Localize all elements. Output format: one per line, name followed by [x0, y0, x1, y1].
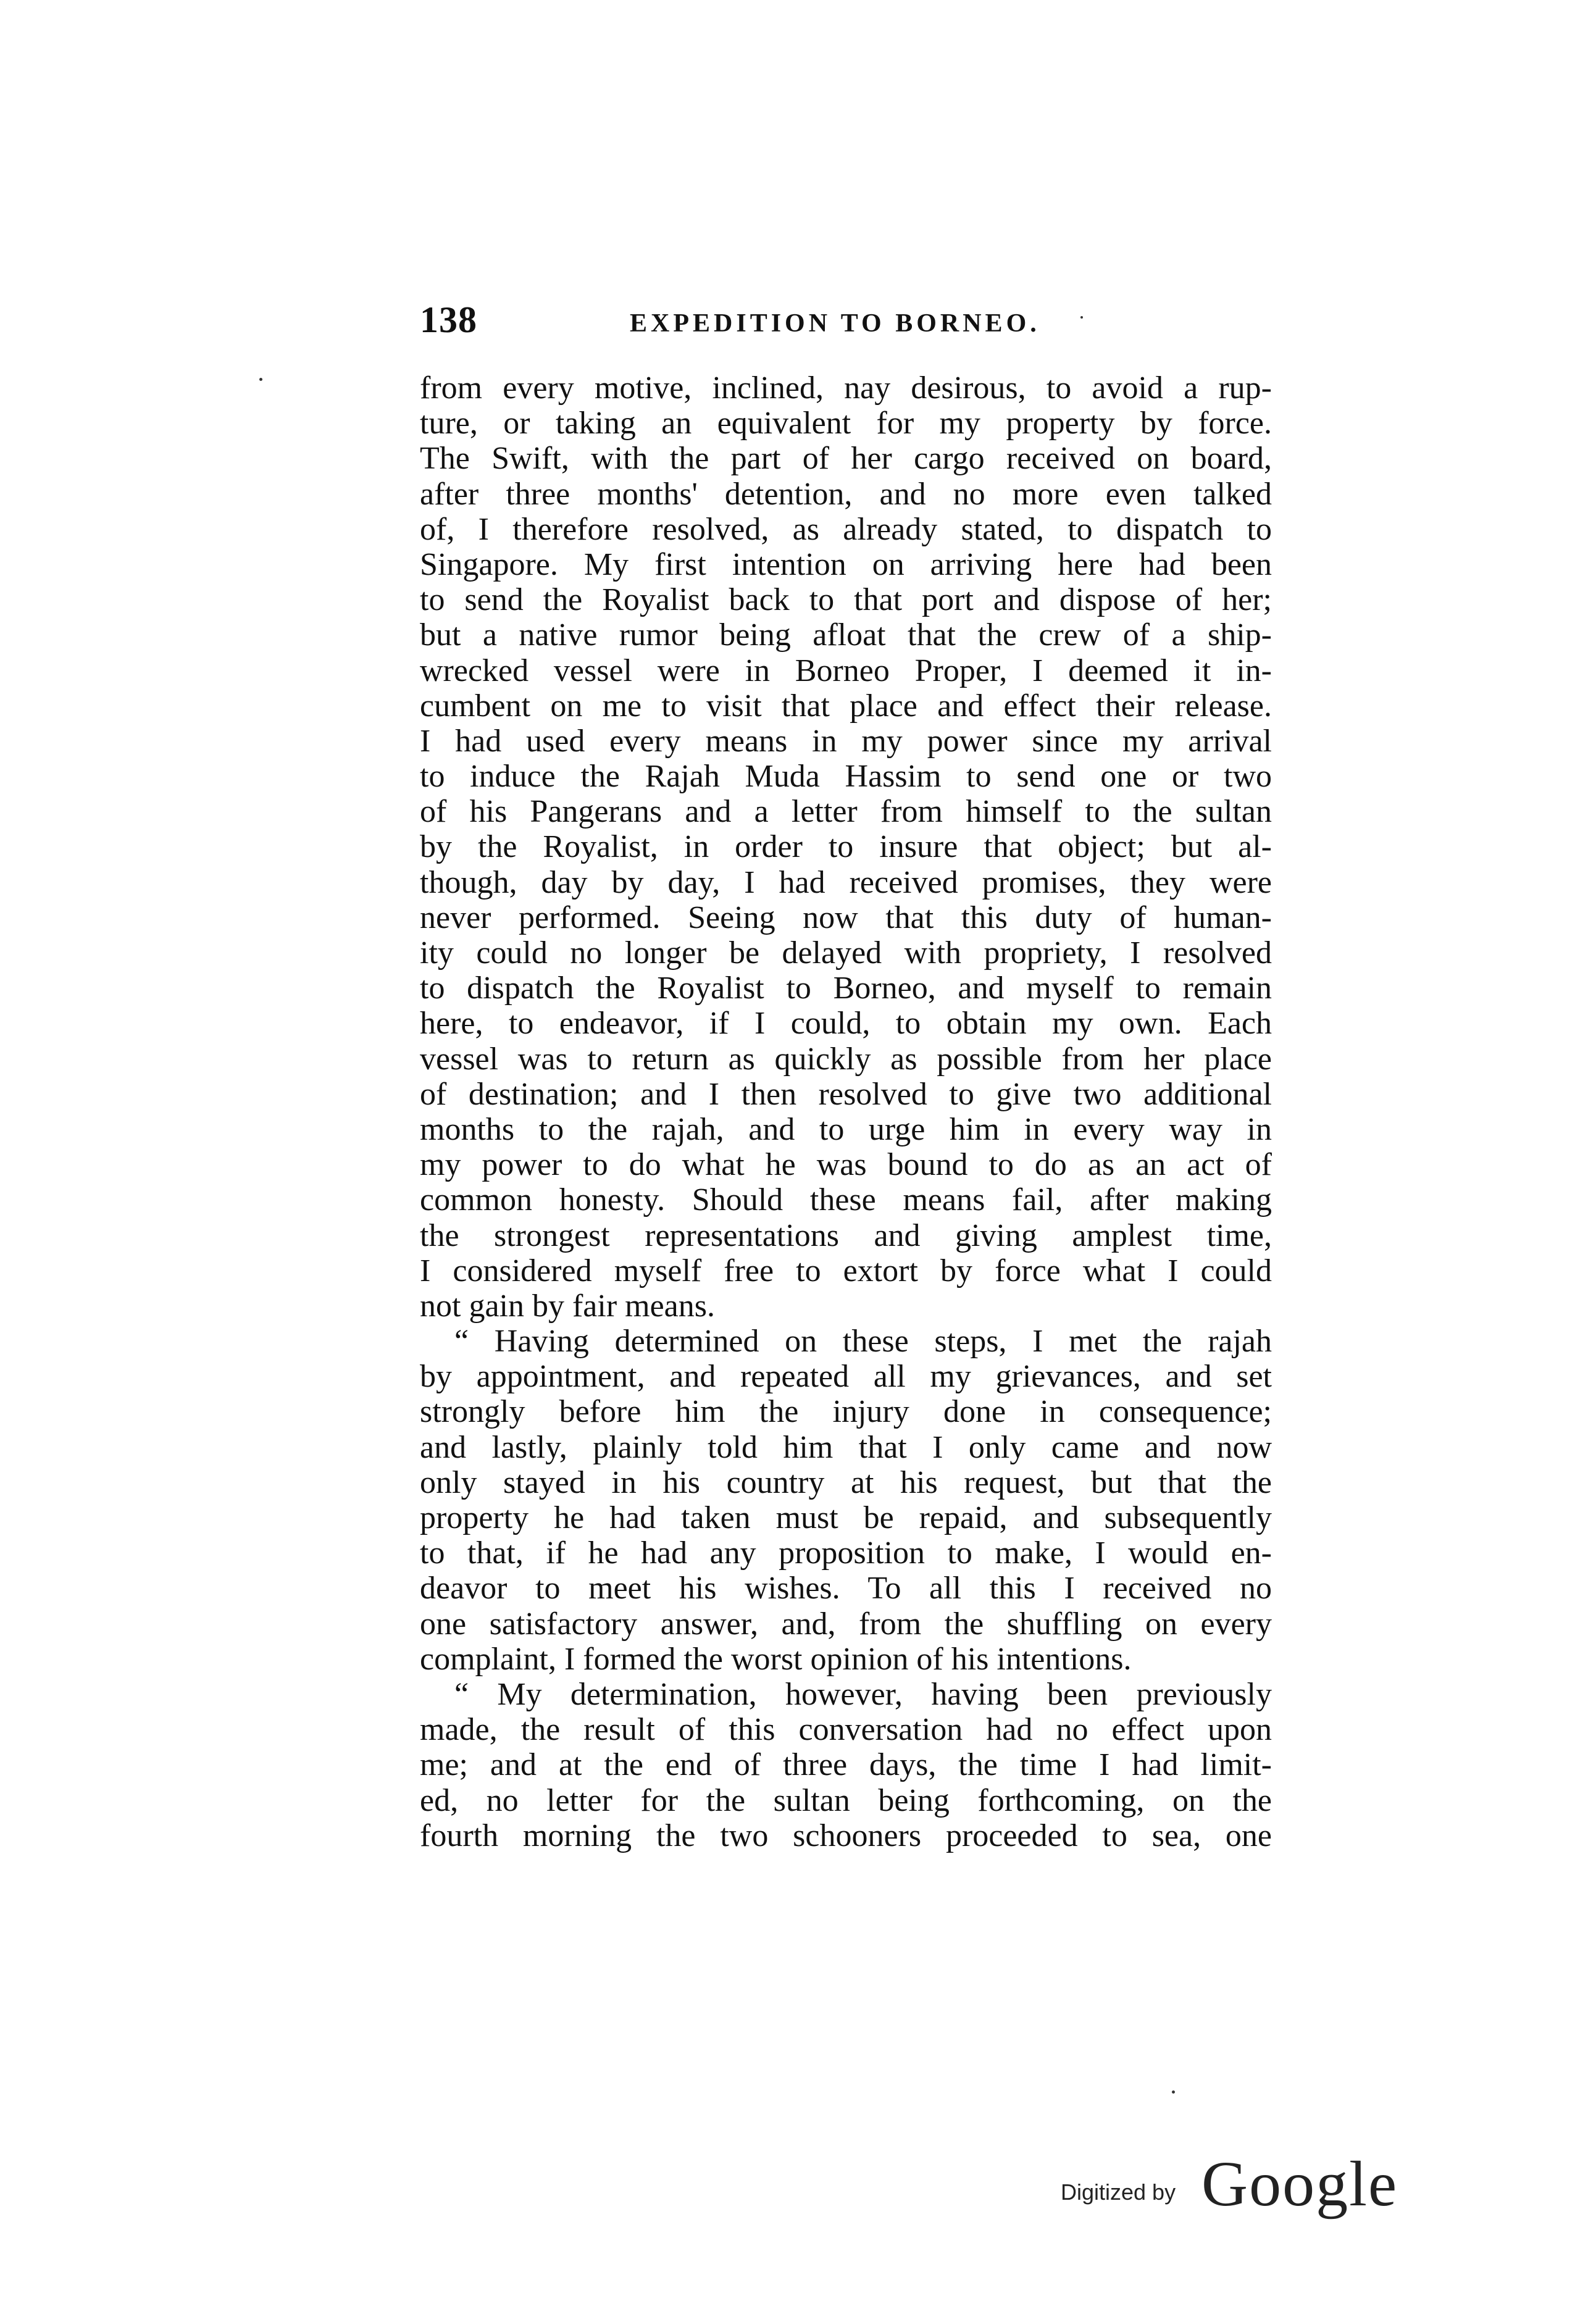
text-line: one satisfactory answer, and, from the shuffling on every — [420, 1606, 1272, 1642]
body-text — [420, 370, 1272, 1853]
text-line: to send the Royalist back to that port and dispose of her; — [420, 582, 1272, 618]
text-line: to dispatch the Royalist to Borneo, and myself to remain — [420, 971, 1272, 1006]
text-line: from every motive, inclined, nay desirous, to avoid a rup- — [420, 370, 1272, 406]
text-line: of, I therefore resolved, as already stated, to dispatch to — [420, 511, 1272, 547]
text-line: Singapore. My first intention on arriving here had been — [420, 546, 1272, 582]
text-line: complaint, I formed the worst opinion of his intentions. — [420, 1641, 1132, 1677]
text-line: by appointment, and repeated all my grievances, and set — [420, 1359, 1272, 1395]
text-line: “ My determination, however, having been previously — [454, 1676, 1272, 1712]
text-line: and lastly, plainly told him that I only came and now — [420, 1429, 1272, 1465]
text-line: to induce the Rajah Muda Hassim to send one or two — [420, 759, 1272, 795]
text-line: by the Royalist, in order to insure that object; but al- — [420, 829, 1272, 865]
text-line: I had used every means in my power since my arrival — [420, 723, 1272, 759]
text-line: my power to do what he was bound to do as an act of — [420, 1147, 1272, 1183]
text-line: of his Pangerans and a letter from himself to the sultan — [420, 794, 1272, 830]
text-line: strongly before him the injury done in consequence; — [420, 1394, 1272, 1430]
scan-speck — [1172, 2090, 1175, 2094]
running-head — [420, 295, 1284, 345]
text-line: ity could no longer be delayed with propriety, I resolved — [420, 935, 1272, 971]
scan-speck — [1080, 316, 1083, 319]
digitized-by-google-watermark — [1061, 2147, 1406, 2221]
digitized-label: Digitized by — [1061, 2179, 1176, 2205]
text-line: me; and at the end of three days, the time I had limit- — [420, 1747, 1272, 1783]
text-line: wrecked vessel were in Borneo Proper, I deemed it in- — [420, 653, 1272, 688]
google-logo: Google — [1201, 2149, 1398, 2220]
text-line: fourth morning the two schooners proceeded to sea, one — [420, 1818, 1272, 1853]
text-line: I considered myself free to extort by force what I could — [420, 1253, 1272, 1288]
running-title: EXPEDITION TO BORNEO. — [630, 309, 1040, 338]
text-line: never performed. Seeing now that this duty of human- — [420, 900, 1272, 935]
text-line: of destination; and I then resolved to give two additional — [420, 1076, 1272, 1112]
page-number: 138 — [420, 299, 477, 340]
text-line: made, the result of this conversation had no effect upon — [420, 1712, 1272, 1748]
text-line: common honesty. Should these means fail, after making — [420, 1182, 1272, 1218]
text-line: only stayed in his country at his request, but that the — [420, 1464, 1272, 1500]
text-line: ed, no letter for the sultan being forthcoming, on the — [420, 1782, 1272, 1818]
text-line: vessel was to return as quickly as possible from her place — [420, 1041, 1272, 1077]
text-line: property he had taken must be repaid, and subsequently — [420, 1500, 1272, 1535]
text-line: months to the rajah, and to urge him in every way in — [420, 1111, 1272, 1147]
text-line: deavor to meet his wishes. To all this I received no — [420, 1571, 1272, 1606]
text-line: but a native rumor being afloat that the crew of a ship- — [420, 617, 1272, 653]
scan-speck — [259, 378, 262, 381]
text-line: here, to endeavor, if I could, to obtain my own. Each — [420, 1006, 1272, 1042]
text-line: the strongest representations and giving amplest time, — [420, 1217, 1272, 1253]
text-line: The Swift, with the part of her cargo received on board, — [420, 441, 1272, 477]
text-line: not gain by fair means. — [420, 1288, 715, 1324]
text-line: cumbent on me to visit that place and effect their release. — [420, 688, 1272, 724]
text-line: ture, or taking an equivalent for my property by force. — [420, 406, 1272, 441]
text-line: after three months' detention, and no more even talked — [420, 476, 1272, 512]
text-line: though, day by day, I had received promises, they were — [420, 864, 1272, 900]
text-line: to that, if he had any proposition to make, I would en- — [420, 1535, 1272, 1571]
text-line: “ Having determined on these steps, I met the rajah — [454, 1324, 1272, 1359]
